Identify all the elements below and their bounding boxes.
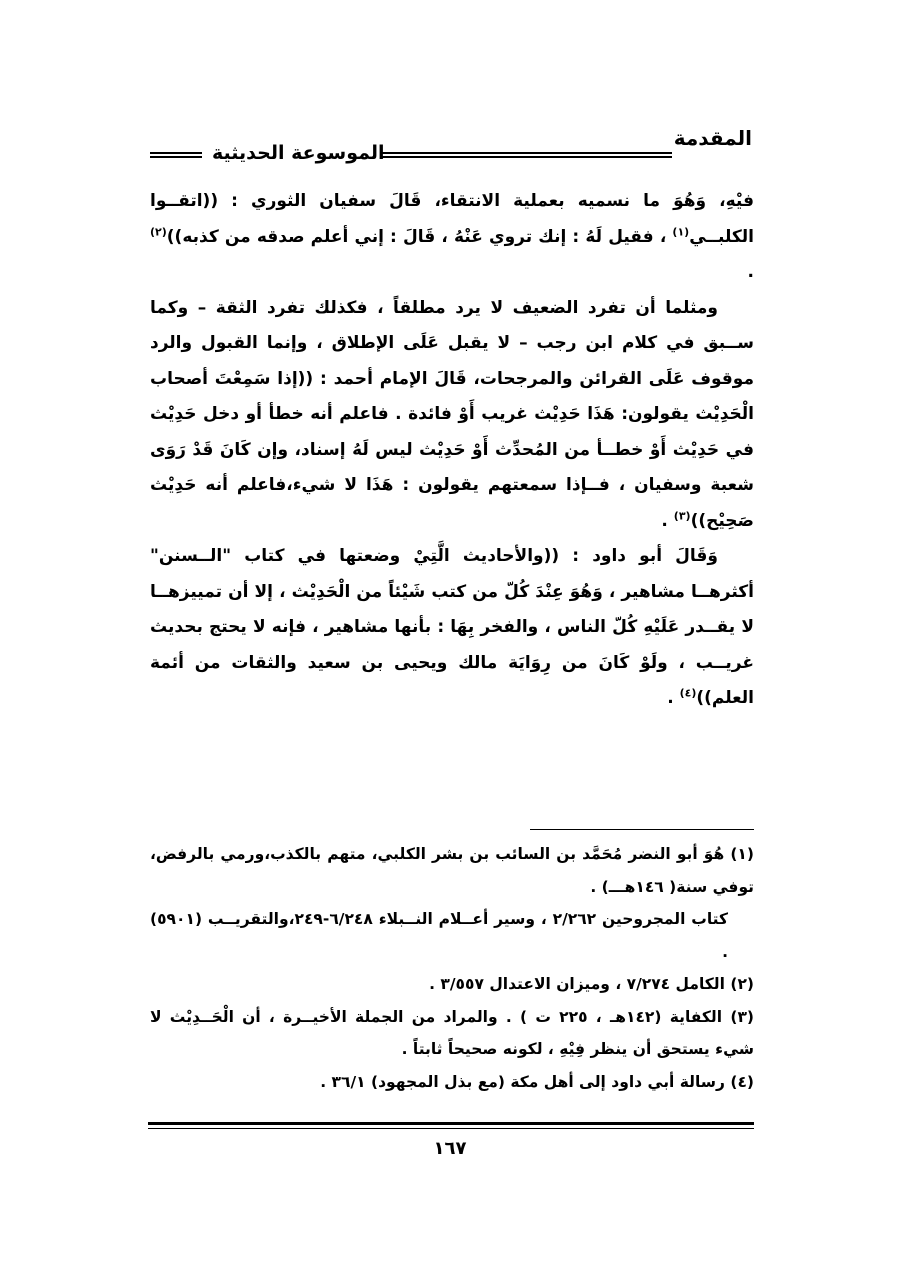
paragraph-2: ومثلما أن تفرد الضعيف لا يرد مطلقاً ، فكذلك تفرد الثقة – وكما ســبق في كلام ابن رجب – لا يقبل عَلَى الإطلاق ، وإنما القبول والرد موقوف عَلَى القرائن والمرجحات، قَالَ الإمام أحمد : ((إذا سَمِعْتَ أصحاب الْحَدِيْث يقولون: هَذَا حَدِيْث غريب أَوْ فائدة . فاعلم أنه خطأ أو دخل حَدِيْث في حَدِيْث أَوْ خطــأ من المُحدِّث أَوْ حَدِيْث ليس لَهُ إسناد، وإن كَانَ قَدْ رَوَى شعبة وسفيان ، فــإذا سمعتهم يقولون : هَذَا لا شيء،فاعلم أنه حَدِيْث صَحِيْح))$^{(٣)}$ . <box>150 297 754 531</box>
paragraph-1: فيْهِ، وَهُوَ ما نسميه بعملية الانتقاء، قَالَ سفيان الثوري : ((اتقــوا الكلبــي$^{(١)}$ ، فقيل لَهُ : إنك تروي عَنْهُ ، قَالَ : إني أعلم صدقه من كذبه))$^{(٢)}$ . <box>150 191 754 282</box>
header-rule-left <box>150 152 202 158</box>
section-title: المقدمة <box>673 126 752 150</box>
main-text <box>150 184 754 717</box>
footnote-4: (٤) رسالة أبي داود إلى أهل مكة (مع بذل المجهود) ٣٦/١ . <box>320 1072 754 1091</box>
footnote-2: (٢) الكامل ٧/٢٧٤ ، وميزان الاعتدال ٣/٥٥٧ . <box>429 975 754 993</box>
footnote-ref-1: (١) <box>672 224 690 238</box>
footnote-ref-3: (٣) <box>673 508 691 522</box>
bottom-rule <box>148 1122 754 1129</box>
footnote-ref-4: (٤) <box>679 686 697 700</box>
page-number: ١٦٧ <box>433 1138 467 1159</box>
book-title: الموسوعة الحديثية <box>212 142 385 164</box>
footnote-1-sources: كتاب المجروحين ٢/٢٦٢ ، وسير أعــلام النــبلاء ٦/٢٤٨-٢٤٩،والتقريــب (٥٩٠١) . <box>150 910 729 961</box>
footnotes <box>150 838 754 1098</box>
footnote-ref-2: (٢) <box>150 224 167 238</box>
footnote-separator <box>530 829 754 830</box>
header-rule-right <box>382 152 672 158</box>
paragraph-3: وَقَالَ أبو داود : ((والأحاديث الَّتِيْ وضعتها في كتاب "الــسنن" أكثرهــا مشاهير ، وَهُوَ عِنْدَ كُلّ من كتب شَيْئاً من الْحَدِيْث ، إلا أن تمييزهــا لا يقــدر عَلَيْهِ كُلّ الناس ، والفخر بِهَا : بأنها مشاهير ، فإنه لا يحتج بحديث غريــب ، ولَوْ كَانَ من رِوَايَة مالك ويحيى بن سعيد والثقات من أئمة العلم))$^{(٤)}$ . <box>150 546 754 708</box>
footnote-3: (٣) الكفاية (١٤٢هـ ، ٢٢٥ ت ) . والمراد من الجملة الأخيــرة ، أن الْحَــدِيْث لا شيء يستحق أن ينظر فِيْهِ ، لكونه صحيحاً ثابتاً . <box>150 1007 754 1058</box>
page-header <box>150 122 752 172</box>
footnote-1: (١) هُوَ أبو النضر مُحَمَّد بن السائب بن بشر الكلبي، متهم بالكذب،ورمي بالرفض، توفي سنة( ١٤٦هـــ) . <box>150 845 754 896</box>
